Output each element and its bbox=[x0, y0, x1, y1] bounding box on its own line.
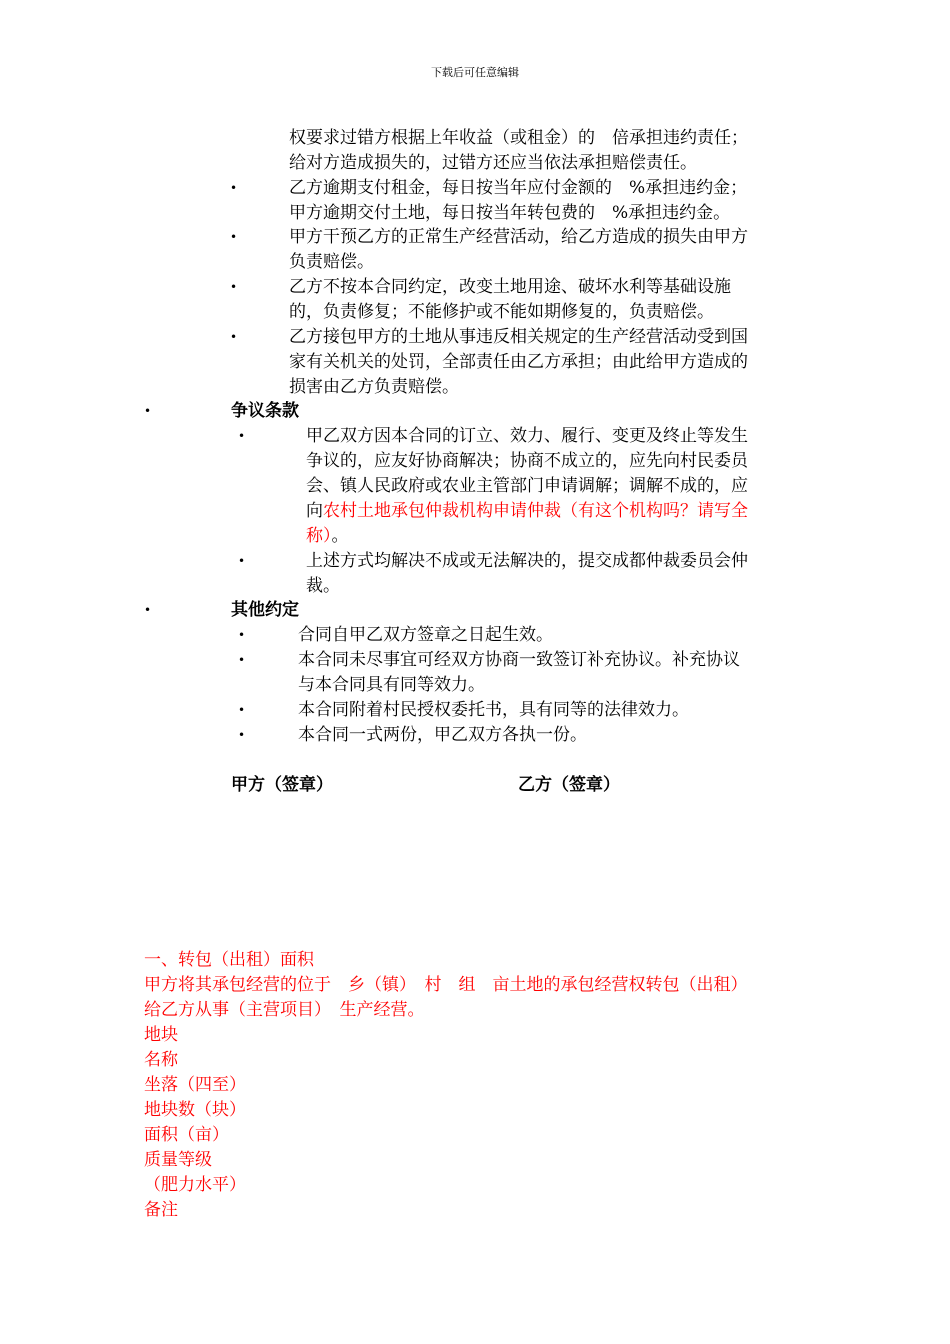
text-line: 本合同未尽事宜可经双方协商一致签订补充协议。补充协议 bbox=[298, 650, 740, 670]
liability-item bbox=[289, 325, 748, 400]
bullet: • bbox=[238, 429, 246, 443]
liability-item bbox=[289, 225, 748, 275]
text-line: 上述方式均解决不成或无法解决的，提交成都仲裁委员会仲 bbox=[306, 551, 748, 571]
text-line: 乙方接包甲方的土地从事违反相关规定的生产经营活动受到国 bbox=[289, 327, 748, 347]
bullet: • bbox=[238, 703, 246, 717]
appendix-heading: 一、转包（出租）面积 bbox=[144, 950, 314, 970]
text-line: 权要求过错方根据上年收益（或租金）的 倍承担违约责任； bbox=[289, 128, 748, 148]
text-line: 与本合同具有同等效力。 bbox=[298, 675, 485, 695]
text-line: 会、镇人民政府或农业主管部门申请调解；调解不成的，应 bbox=[306, 476, 748, 496]
text-line: 争议的，应友好协商解决；协商不成立的，应先向村民委员 bbox=[306, 451, 748, 471]
text-line: 甲方干预乙方的正常生产经营活动，给乙方造成的损失由甲方 bbox=[289, 227, 748, 247]
text-line: 乙方不按本合同约定，改变土地用途、破坏水利等基础设施 bbox=[289, 277, 731, 297]
text-line: 本合同一式两份，甲乙双方各执一份。 bbox=[298, 725, 587, 745]
text-line: 家有关机关的处罚，全部责任由乙方承担；由此给甲方造成的 bbox=[289, 352, 748, 372]
text-line: 合同自甲乙双方签章之日起生效。 bbox=[298, 625, 553, 645]
field-label: 地块数（块） bbox=[144, 1100, 246, 1120]
bullet: • bbox=[238, 554, 246, 568]
text-line: 甲乙双方因本合同的订立、效力、履行、变更及终止等发生 bbox=[306, 426, 748, 446]
party-b-signature: 乙方（签章） bbox=[518, 775, 620, 795]
other-heading: 其他约定 bbox=[231, 600, 299, 620]
other-item bbox=[298, 648, 740, 698]
field-label: 坐落（四至） bbox=[144, 1075, 246, 1095]
highlighted-note: 称） bbox=[306, 526, 332, 546]
bullet: • bbox=[230, 280, 238, 294]
dispute-heading: 争议条款 bbox=[231, 401, 299, 421]
text-line: 裁。 bbox=[306, 576, 340, 596]
bullet: • bbox=[230, 230, 238, 244]
field-label: 名称 bbox=[144, 1050, 178, 1070]
text-line: 甲方将其承包经营的位于 乡（镇） 村 组 亩土地的承包经营权转包（出租） bbox=[144, 975, 748, 995]
field-label: 面积（亩） bbox=[144, 1125, 229, 1145]
bullet: • bbox=[238, 628, 246, 642]
field-label: 地块 bbox=[144, 1025, 178, 1045]
bullet: • bbox=[238, 653, 246, 667]
text-line: 本合同附着村民授权委托书，具有同等的法律效力。 bbox=[298, 700, 689, 720]
other-item bbox=[298, 698, 689, 723]
text-line: 损害由乙方负责赔偿。 bbox=[289, 377, 459, 397]
liability-item bbox=[289, 275, 731, 325]
page-header: 下载后可任意编辑 bbox=[431, 66, 519, 79]
party-a-signature: 甲方（签章） bbox=[231, 775, 333, 795]
field-label: 备注 bbox=[144, 1200, 178, 1220]
text-line: 乙方逾期支付租金，每日按当年应付金额的 %承担违约金； bbox=[289, 178, 748, 198]
bullet: • bbox=[144, 404, 152, 418]
dispute-item bbox=[306, 424, 748, 549]
appendix-block bbox=[144, 948, 748, 1223]
bullet: • bbox=[144, 603, 152, 617]
other-item bbox=[298, 623, 553, 648]
text-line: 给乙方从事（主营项目） 生产经营。 bbox=[144, 1000, 425, 1020]
text-line: 给对方造成损失的，过错方还应当依法承担赔偿责任。 bbox=[289, 153, 697, 173]
text-segment: 向 bbox=[306, 501, 323, 521]
highlighted-note: 农村土地承包仲裁机构申请仲裁（有这个机构吗？请写全 bbox=[323, 501, 748, 521]
text-line: 甲方逾期交付土地，每日按当年转包费的 %承担违约金。 bbox=[289, 203, 731, 223]
text-line bbox=[306, 499, 748, 524]
bullet: • bbox=[230, 181, 238, 195]
liability-item bbox=[289, 176, 747, 226]
text-line: 负责赔偿。 bbox=[289, 252, 374, 272]
liability-continuation bbox=[289, 126, 748, 176]
field-label: 质量等级 bbox=[144, 1150, 212, 1170]
text-line: 的，负责修复；不能修护或不能如期修复的，负责赔偿。 bbox=[289, 302, 714, 322]
bullet: • bbox=[230, 330, 238, 344]
text-line bbox=[306, 524, 748, 549]
dispute-item bbox=[306, 549, 748, 599]
text-segment: 。 bbox=[331, 526, 349, 546]
field-label: （肥力水平） bbox=[144, 1175, 246, 1195]
other-item bbox=[298, 723, 587, 748]
bullet: • bbox=[238, 728, 246, 742]
